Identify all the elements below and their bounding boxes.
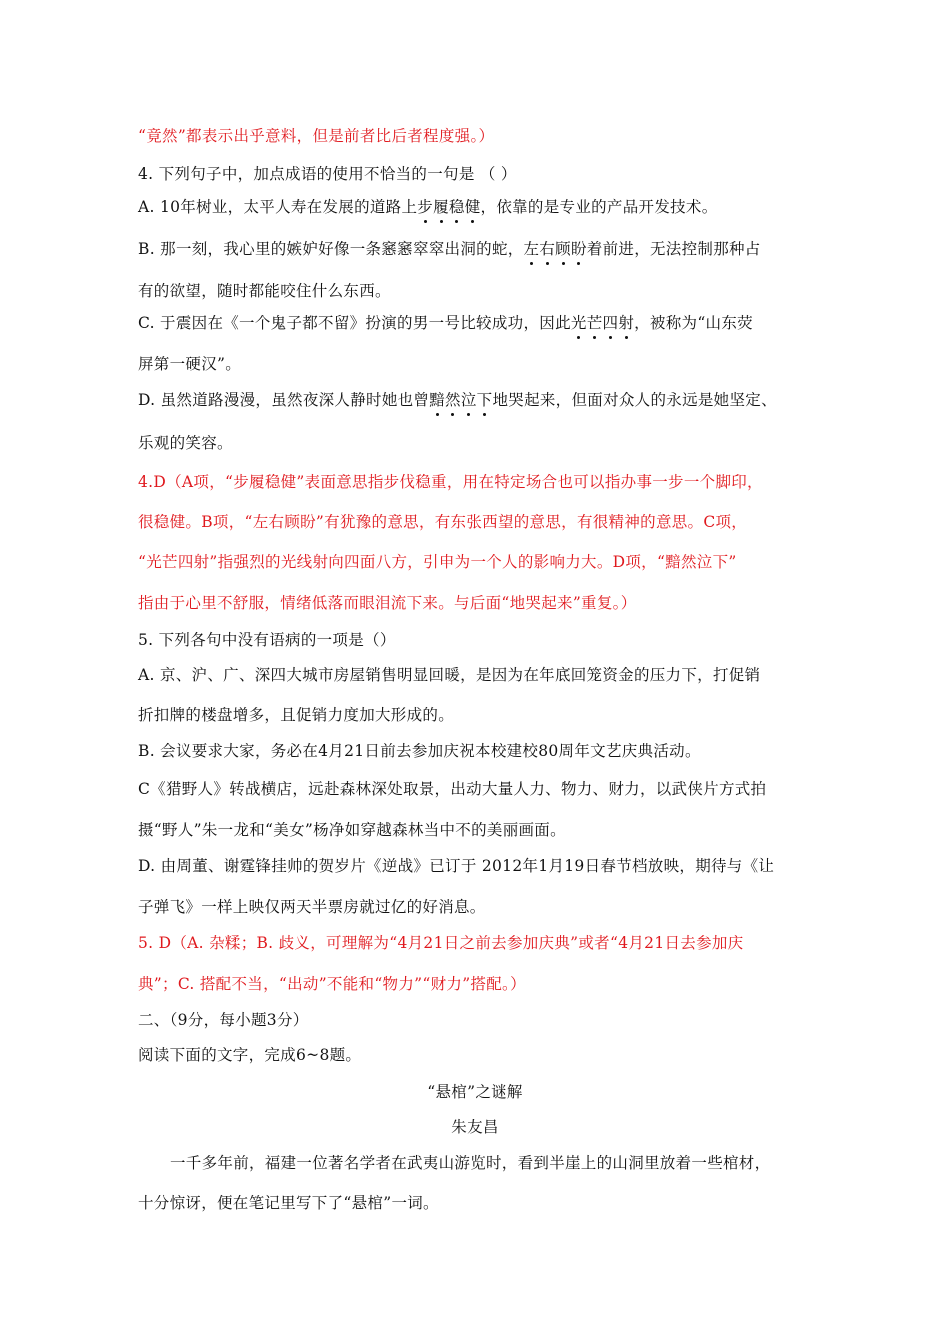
question-4-option-b [138, 239, 761, 259]
option-d-text-1: D. 虽然道路漫漫，虽然夜深人静时她也曾 [138, 391, 430, 409]
question-4-option-a [138, 197, 718, 217]
question-4-option-b-cont: 有的欲望，随时都能咬住什么东西。 [138, 282, 391, 300]
emphasis-dot-char: 下 [476, 391, 493, 409]
emphasis-dot-char: 射 [618, 314, 635, 332]
emphasis-dot-char: 光 [570, 314, 587, 332]
question-4-option-c [138, 313, 753, 333]
question-5-option-d-cont: 子弹飞》一样上映仅两天半票房就过亿的好消息。 [138, 898, 486, 916]
article-paragraph-1-cont: 十分惊讶，便在笔记里写下了“悬棺”一词。 [138, 1194, 439, 1212]
option-a-idiom [417, 198, 480, 216]
question-5-stem: 5. 下列各句中没有语病的一项是（） [138, 631, 396, 649]
option-b-text-2: 着前进，无法控制那种占 [586, 240, 761, 258]
emphasis-dot-char: 步 [417, 198, 434, 216]
answer-3-tail: “竟然”都表示出乎意料，但是前者比后者程度强。） [138, 127, 495, 145]
emphasis-dot-char: 盼 [570, 240, 587, 258]
answer-4-line-4: 指由于心里不舒服，情绪低落而眼泪流下来。与后面“地哭起来”重复。） [138, 594, 637, 612]
article-title: “悬棺”之谜解 [427, 1083, 523, 1101]
question-5-option-a: A. 京、沪、广、深四大城市房屋销售明显回暖，是因为在年底回笼资金的压力下，打促销 [138, 666, 761, 684]
emphasis-dot-char: 右 [539, 240, 556, 258]
emphasis-dot-char: 健 [464, 198, 481, 216]
reading-instruction: 阅读下面的文字，完成6~8题。 [138, 1046, 362, 1064]
question-4-option-d [138, 390, 777, 410]
section-two-heading: 二、（9分，每小题3分） [138, 1011, 309, 1029]
emphasis-dot-char: 黯 [429, 391, 446, 409]
question-5-option-c: C《猎野人》转战横店，远赴森林深处取景，出动大量人力、物力、财力，以武侠片方式拍 [138, 780, 767, 798]
article-paragraph-1: 一千多年前，福建一位著名学者在武夷山游览时，看到半崖上的山洞里放着一些棺材， [170, 1154, 771, 1172]
option-d-idiom [429, 391, 492, 409]
emphasis-dot-char: 顾 [555, 240, 571, 258]
option-c-text-2: ，被称为“山东荧 [634, 314, 753, 332]
emphasis-dot-char: 履 [433, 198, 449, 216]
question-5-option-c-cont: 摄“野人”朱一龙和“美女”杨净如穿越森林当中不的美丽画面。 [138, 821, 566, 839]
answer-5-line-1: 5. D（A. 杂糅；B. 歧义，可理解为“4月21日之前去参加庆典”或者“4月21日去参加庆 [138, 934, 744, 952]
option-a-text-1: A. 10年树业，太平人寿在发展的道路上 [138, 198, 418, 216]
question-4-option-d-cont: 乐观的笑容。 [138, 434, 233, 452]
question-5-option-b: B. 会议要求大家，务必在4月21日前去参加庆祝本校建校80周年文艺庆典活动。 [138, 742, 701, 760]
emphasis-dot-char: 泣 [460, 391, 477, 409]
option-a-text-2: ，依靠的是专业的产品开发技术。 [480, 198, 718, 216]
emphasis-dot-char: 左 [523, 240, 540, 258]
emphasis-dot-char: 四 [602, 314, 619, 332]
answer-4-line-2: 很稳健。B项，“左右顾盼”有犹豫的意思，有东张西望的意思，有很精神的意思。C项， [138, 513, 748, 531]
article-author: 朱友昌 [451, 1118, 499, 1136]
emphasis-dot-char: 然 [445, 391, 461, 409]
question-4-stem: 4. 下列句子中，加点成语的使用不恰当的一句是 （ ） [138, 165, 517, 183]
emphasis-dot-char: 稳 [448, 198, 465, 216]
option-c-idiom [571, 314, 634, 332]
answer-4-line-3: “光芒四射”指强烈的光线射向四面八方，引申为一个人的影响力大。D项，“黯然泣下” [138, 553, 737, 571]
option-c-text-1: C. 于震因在《一个鬼子都不留》扮演的男一号比较成功，因此 [138, 314, 571, 332]
question-5-option-a-cont: 折扣牌的楼盘增多，且促销力度加大形成的。 [138, 706, 455, 724]
question-5-option-d: D. 由周董、谢霆锋挂帅的贺岁片《逆战》已订于 2012年1月19日春节档放映，期待与《让 [138, 857, 775, 875]
answer-5-line-2: 典”；C. 搭配不当，“出动”不能和“物力”“财力”搭配。） [138, 975, 526, 993]
answer-4-line-1: 4.D（A项，“步履稳健”表面意思指步伐稳重，用在特定场合也可以指办事一步一个脚印， [138, 473, 763, 491]
question-4-option-c-cont: 屏第一硬汉”。 [138, 355, 242, 373]
option-b-idiom [524, 240, 587, 258]
option-b-text-1: B. 那一刻，我心里的嫉妒好像一条窸窸窣窣出洞的蛇， [138, 240, 524, 258]
emphasis-dot-char: 芒 [586, 314, 603, 332]
option-d-text-2: 地哭起来，但面对众人的永远是她坚定、 [492, 391, 777, 409]
